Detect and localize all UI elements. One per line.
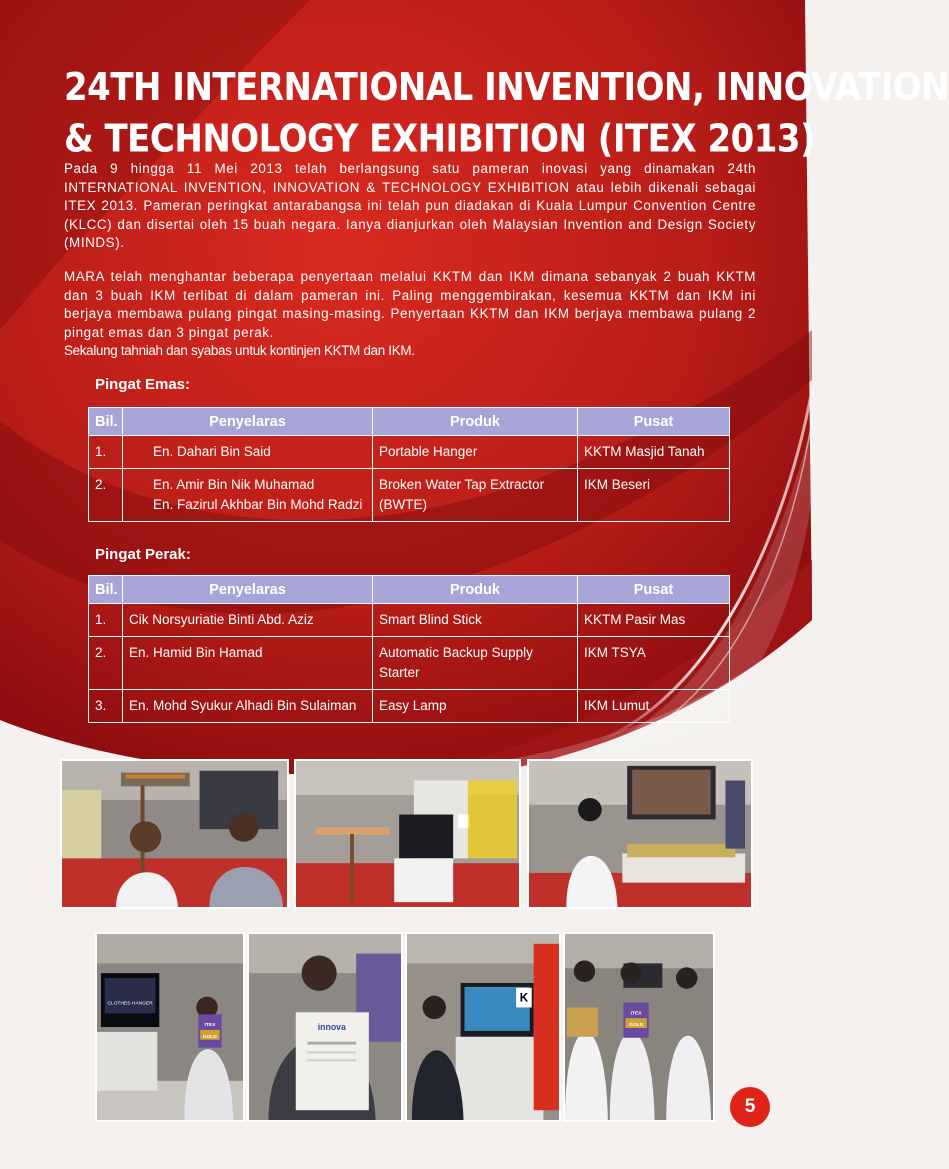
silver-medal-heading: Pingat Perak: <box>95 546 191 563</box>
cell-penyelaras <box>123 436 373 469</box>
page-title <box>64 62 949 165</box>
photo-students-with-hanger <box>60 759 289 909</box>
photo-certificate-holder <box>247 932 403 1122</box>
header-bil: Bil. <box>89 408 123 436</box>
photo-clothes-hanger-gold <box>95 932 245 1122</box>
photo-booth-display <box>294 759 521 909</box>
cell-pusat: KKTM Pasir Mas <box>578 604 730 637</box>
cell-bil: 1. <box>89 436 123 469</box>
cell-pusat: IKM Beseri <box>578 469 730 522</box>
title-line-1: 24TH INTERNATIONAL INVENTION, INNOVATION <box>64 65 949 111</box>
table-header-row <box>89 408 730 436</box>
cell-pusat: IKM TSYA <box>578 637 730 690</box>
sign-letter: K <box>519 991 529 1005</box>
cell-bil: 2. <box>89 469 123 522</box>
mara-paragraph <box>64 268 756 361</box>
header-bil: Bil. <box>89 576 123 604</box>
silver-medal-table <box>88 575 730 723</box>
header-produk: Produk <box>373 408 578 436</box>
photo-exhibitor-with-monitor <box>405 932 561 1122</box>
closing-line: Sekalung tahniah dan syabas untuk kontinjen KKTM dan IKM. <box>64 343 415 359</box>
header-pusat: Pusat <box>578 576 730 604</box>
coordinator-name: En. Amir Bin Nik Muhamad <box>153 477 315 492</box>
photo-exhibitor-at-booth <box>527 759 753 909</box>
board-award: GOLD <box>202 1034 217 1040</box>
header-produk: Produk <box>373 576 578 604</box>
cell-penyelaras: En. Hamid Bin Hamad <box>123 637 373 690</box>
table-row <box>89 436 730 469</box>
board-award: GOLD <box>629 1023 644 1029</box>
cell-pusat: IKM Lumut <box>578 690 730 723</box>
cell-penyelaras: En. Mohd Syukur Alhadi Bin Sulaiman <box>123 690 373 723</box>
coordinator-name: En. Fazirul Akhbar Bin Mohd Radzi <box>153 497 363 512</box>
header-penyelaras: Penyelaras <box>123 408 373 436</box>
cell-bil: 3. <box>89 690 123 723</box>
cell-produk: Easy Lamp <box>373 690 578 723</box>
cell-bil: 2. <box>89 637 123 690</box>
table-row <box>89 469 730 522</box>
intro-paragraph: Pada 9 hingga 11 Mei 2013 telah berlangsung satu pameran inovasi yang dinamakan 24th INTERNATIONAL INVENTION, INNOVATION & TECHNOLOGY EXHIBITION atau lebih dikenali sebagai ITEX 2013. Pameran peringkat antarabangsa ini telah pun diadakan di Kuala Lumpur Convention Centre (KLCC) dan disertai oleh 15 buah negara. Ianya dianjurkan oleh Malaysian Invention and Design Society (MINDS). <box>64 161 756 251</box>
table-row <box>89 604 730 637</box>
cell-penyelaras <box>123 469 373 522</box>
page-number-badge: 5 <box>730 1087 770 1127</box>
photo-group-with-award <box>563 932 715 1122</box>
table-header-row <box>89 576 730 604</box>
certificate-brand: innova <box>317 1021 346 1032</box>
cell-bil: 1. <box>89 604 123 637</box>
cell-produk: Broken Water Tap Extractor (BWTE) <box>373 469 578 522</box>
cell-produk: Automatic Backup Supply Starter <box>373 637 578 690</box>
board-brand: ITEX <box>630 1011 642 1017</box>
mara-paragraph-text: MARA telah menghantar beberapa penyertaan melalui KKTM dan IKM dimana sebanyak 2 buah KKTM dan 3 buah IKM terlibat di dalam pameran ini. Paling menggembirakan, kesemua KKTM dan IKM ini berjaya membawa pulang pingat masing-masing. Penyertaan KKTM dan IKM berjaya membawa pulang 2 pingat emas dan 3 pingat perak. <box>64 269 756 340</box>
coordinator-name: En. Dahari Bin Said <box>153 444 271 459</box>
header-pusat: Pusat <box>578 408 730 436</box>
screen-text: CLOTHES HANGER <box>107 1001 153 1007</box>
gold-medal-table <box>88 407 730 522</box>
header-penyelaras: Penyelaras <box>123 576 373 604</box>
cell-pusat: KKTM Masjid Tanah <box>578 436 730 469</box>
board-brand: ITEX <box>204 1023 216 1029</box>
gold-medal-heading: Pingat Emas: <box>95 376 191 393</box>
table-row <box>89 690 730 723</box>
cell-penyelaras: Cik Norsyuriatie Binti Abd. Aziz <box>123 604 373 637</box>
title-line-2: & TECHNOLOGY EXHIBITION (ITEX 2013) <box>64 116 816 162</box>
cell-produk: Portable Hanger <box>373 436 578 469</box>
table-row <box>89 637 730 690</box>
cell-produk: Smart Blind Stick <box>373 604 578 637</box>
